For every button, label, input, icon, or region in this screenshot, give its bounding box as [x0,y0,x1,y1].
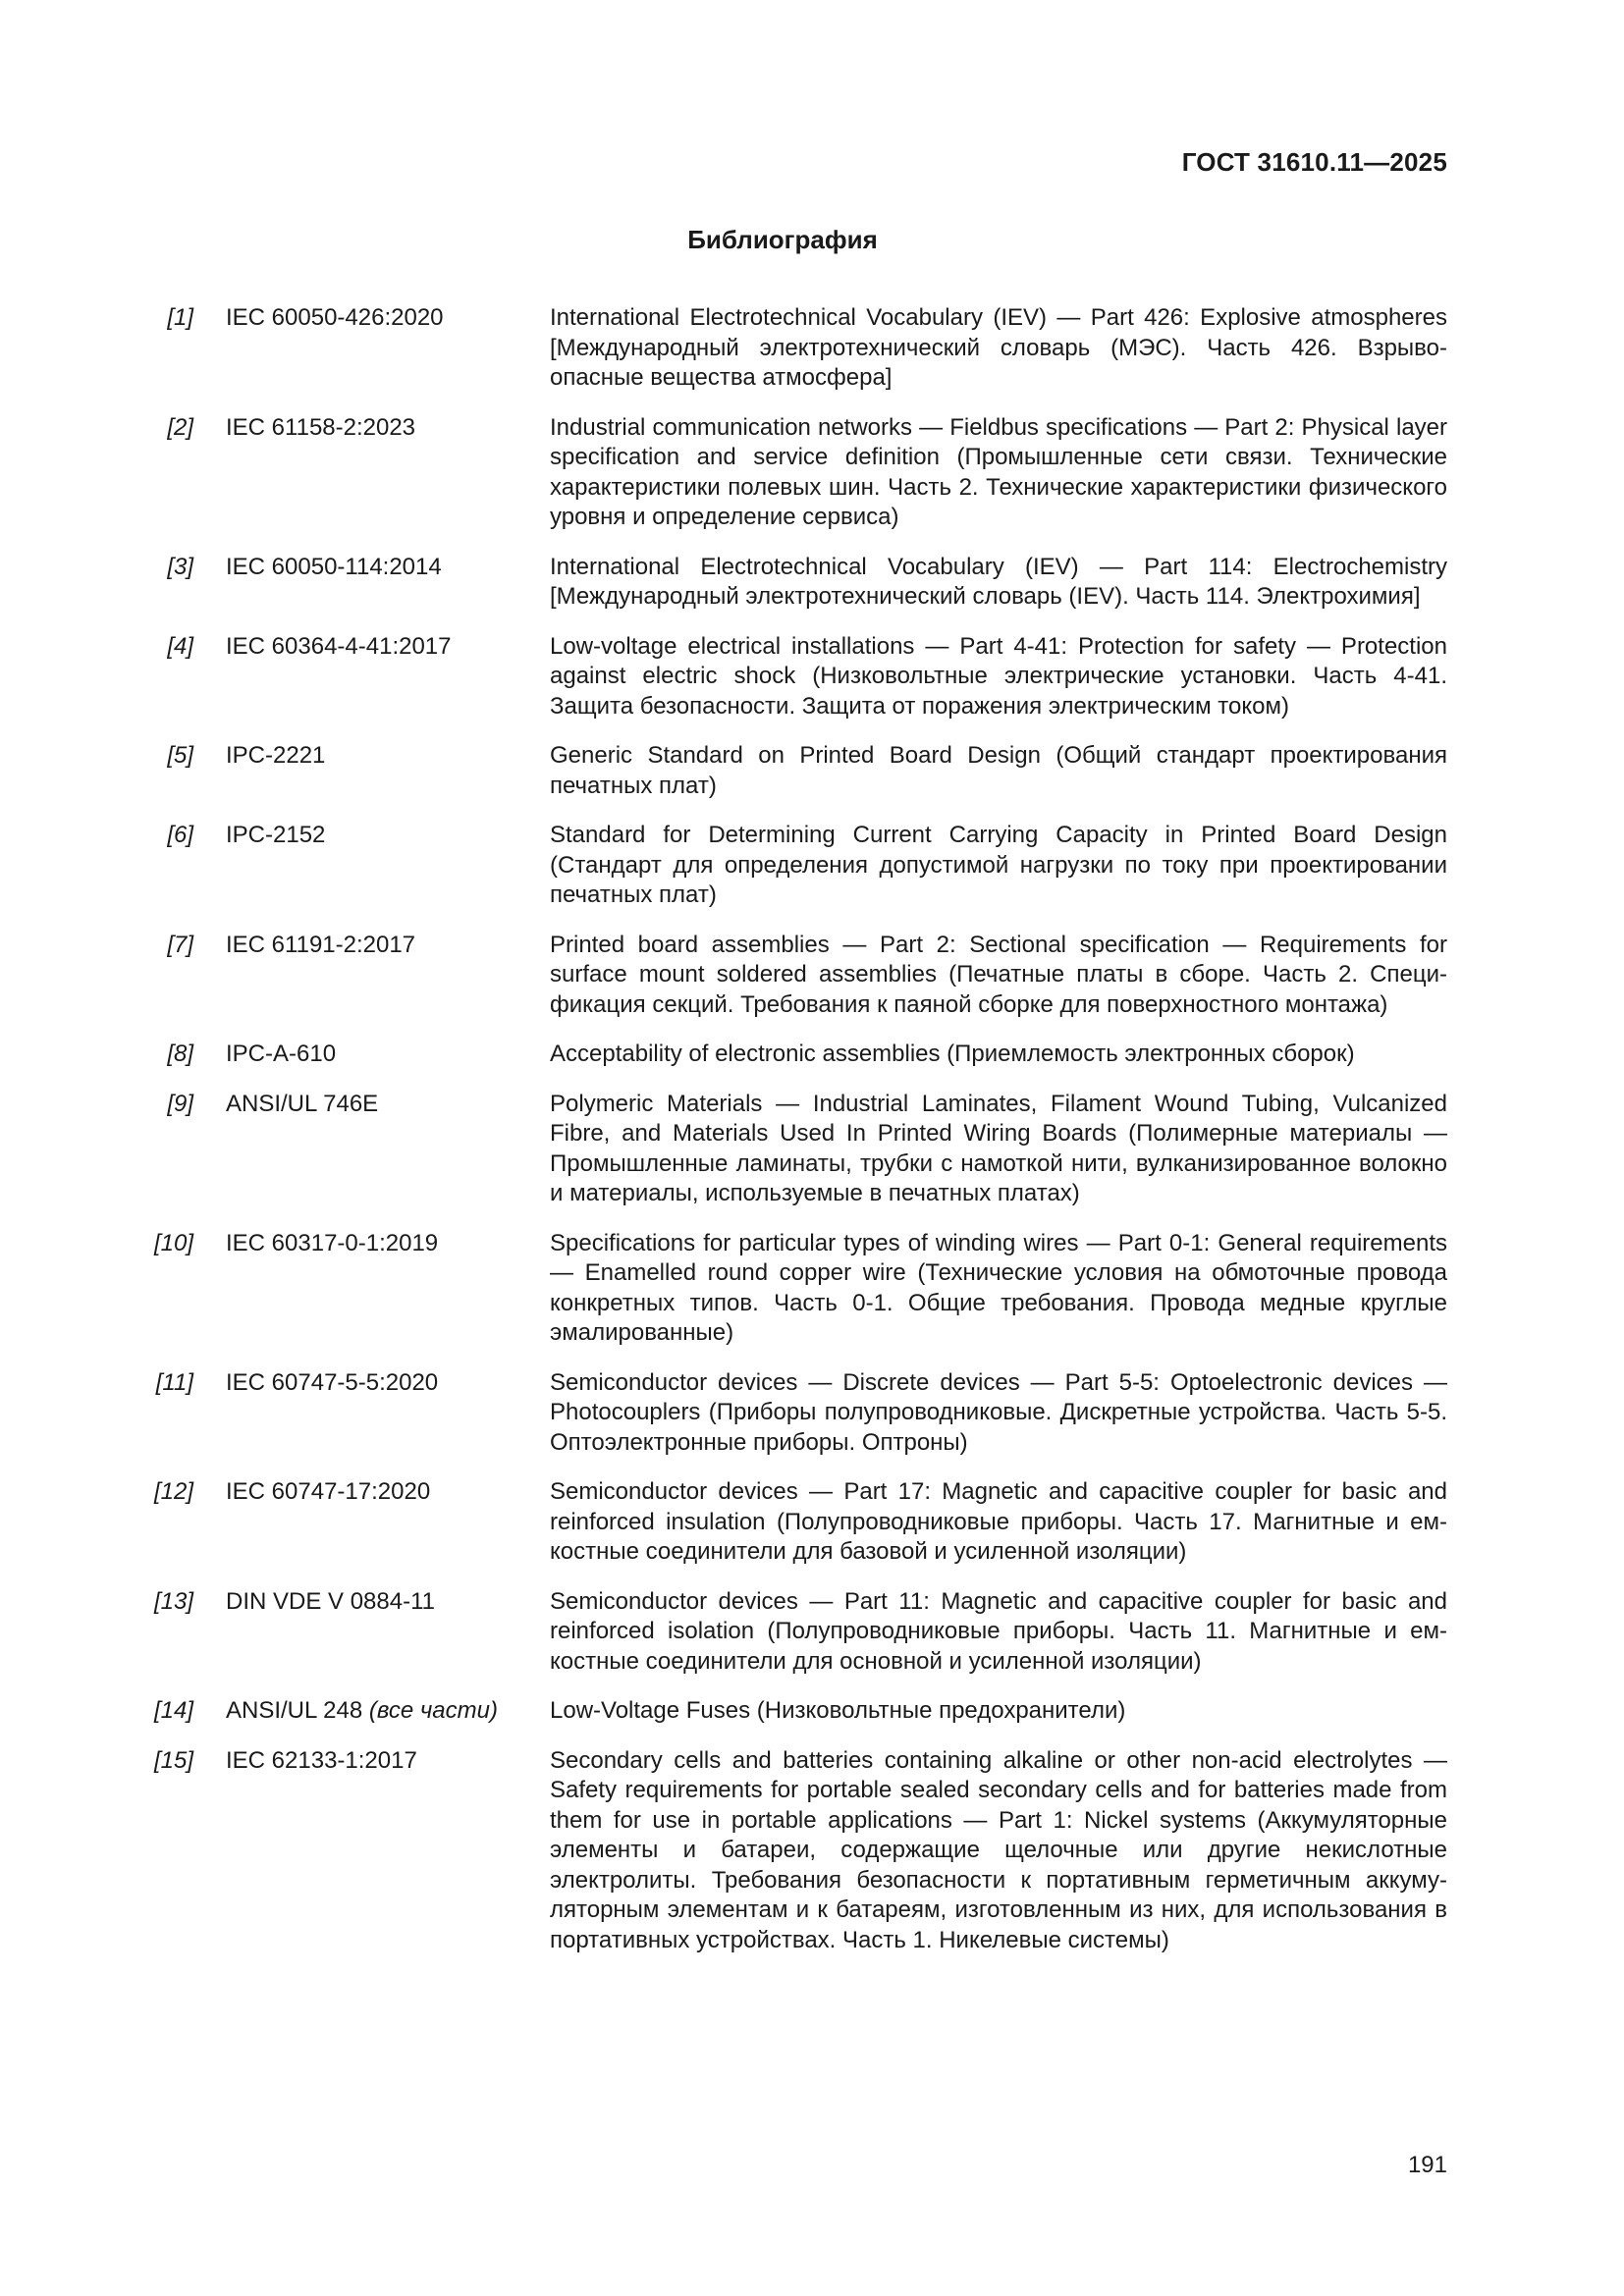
entry-code [226,1587,550,1618]
entry-number: [10] [153,1229,193,1256]
entry-code-text: IEC 61158-2:2023 [226,413,416,441]
entry-title: Printed board assemblies — Part 2: Sectional specification — Requirements for surface mount soldered assemblies (Печатные платы в сборе. Часть 2. Спецификация секций. Требования к паяной сборке для поверхностного монтажа) [550,931,1447,1018]
entry-code-text: IEC 60317-0-1:2019 [226,1229,439,1256]
entry-code-text: IPC-2221 [226,742,326,769]
entry-title: Generic Standard on Printed Board Design (Общий стандарт проектирования печатных плат) [550,742,1447,799]
entry-title: International Electrotechnical Vocabulary (IEV) — Part 114: Electrochemistry [Международный электротехнический словарь (IEV). Часть 114. Электрохимия] [550,553,1447,610]
entry-code [226,303,550,334]
bibliography-entry [147,1040,1447,1070]
entry-number: [13] [153,1587,193,1615]
entry-code [226,1746,550,1777]
entry-code [226,1368,550,1399]
entry-code-text: IEC 60050-426:2020 [226,304,444,331]
bibliography-entry [147,931,1447,1021]
bibliography-entry [147,413,1447,533]
bibliography-entry [147,1587,1447,1678]
entry-code [226,413,550,444]
entry-title: Acceptability of electronic assemblies (Приемлемость электронных сборок) [550,1041,1355,1067]
entry-code [226,1696,550,1727]
entry-number: [14] [153,1697,193,1724]
entry-title: Low-Voltage Fuses (Низковольтные предохранители) [550,1697,1126,1724]
entry-title: Semiconductor devices — Part 11: Magnetic and capacitive coupler for basic and reinforced isolation (Полупроводниковые приборы. Часть 11. Магнитные и емкостные соединители для основной и усиленной изоляции) [550,1587,1447,1675]
entry-code-text: IPC-2152 [226,822,326,848]
bibliography-entry [147,1746,1447,1956]
entry-code [226,1477,550,1508]
bibliography-list [147,303,1447,1975]
bibliography-entry [147,1090,1447,1209]
entry-code-text: IEC 60747-5-5:2020 [226,1368,439,1396]
entry-code-text: IEC 61191-2:2017 [226,931,416,958]
entry-title: Polymeric Materials — Industrial Laminates, Filament Wound Tubing, Vulcanized Fibre, and Materials Used In Printed Wiring Boards (Полимерные материалы — Промышленные ламинаты, трубки с намоткой нити, вулканизированное волокно и материалы, используемые в печатных платах) [550,1090,1447,1206]
bibliography-entry [147,1696,1447,1727]
entry-code [226,741,550,772]
entry-code-text: DIN VDE V 0884-11 [226,1587,435,1615]
page-number: 191 [1407,2152,1447,2178]
entry-number: [7] [167,931,193,958]
entry-code [226,1040,550,1070]
entry-title: Semiconductor devices — Part 17: Magnetic and capacitive coupler for basic and reinforced insulation (Полупроводниковые приборы. Часть 17. Магнитные и емкостные соединители для базовой и усиленной изоляции) [550,1478,1447,1565]
bibliography-entry [147,1477,1447,1568]
entry-code-text: ANSI/UL 746E [226,1090,379,1117]
entry-number: [4] [167,632,193,660]
bibliography-entry [147,1229,1447,1349]
entry-number: [2] [167,413,193,441]
entry-number: [1] [167,304,193,331]
entry-code-text: IEC 60747-17:2020 [226,1478,431,1505]
entry-code [226,931,550,961]
entry-title: Secondary cells and batteries containing alkaline or other non-acid electrolytes — Safety requirements for portable sealed secondary cells and for batteries made from them for use in portable applications — Part 1: Nickel systems (Аккумуляторные элементы и батареи, содержащие щелочные или другие некислотные электролиты. Требования безопасности к портативным герметичным аккумуляторным элементам и к батареям, изготовленным из них, для использования в портативных устройствах. Часть 1. Никелевые системы) [550,1746,1447,1953]
entry-title: Specifications for particular types of winding wires — Part 0-1: General requirements — Enamelled round copper wire (Технические условия на обмоточные провода конкретных типов. Часть 0-1. Общие требования. Провода медные круглые эмалированные) [550,1229,1447,1346]
entry-code-text: IPC-A-610 [226,1041,337,1067]
entry-code [226,1090,550,1120]
entry-title: Low-voltage electrical installations — Part 4-41: Protection for safety — Protection against electric shock (Низковольтные электрические установки. Часть 4-41. Защита безопасности. Защита от поражения электрическим током) [550,632,1447,720]
entry-code-text: ANSI/UL 248 [226,1697,363,1724]
entry-number: [12] [153,1478,193,1505]
entry-code [226,632,550,663]
entry-title: Industrial communication networks — Fieldbus specifications — Part 2: Physical layer specification and service definition (Промышленные сети связи. Технические характеристики полевых шин. Часть 2. Технические характеристики физического уровня и определение сервиса) [550,413,1447,530]
entry-code-note: (все части) [368,1697,498,1724]
document-header: ГОСТ 31610.11—2025 [1181,147,1447,177]
entry-code [226,1229,550,1259]
entry-code [226,821,550,851]
entry-number: [15] [153,1746,193,1774]
bibliography-entry [147,632,1447,722]
entry-code [226,553,550,583]
bibliography-entry [147,821,1447,911]
entry-number: [3] [167,553,193,580]
entry-number: [11] [155,1368,193,1396]
entry-number: [8] [167,1041,193,1067]
entry-title: International Electrotechnical Vocabulary (IEV) — Part 426: Explosive atmospheres [Международный электротехнический словарь (МЭС). Часть 426. Взрывоопасные вещества атмосфера] [550,304,1447,391]
entry-code-text: IEC 62133-1:2017 [226,1746,417,1774]
entry-number: [6] [167,822,193,848]
section-title: Библиография [687,225,878,254]
bibliography-entry [147,553,1447,613]
entry-number: [9] [167,1090,193,1117]
bibliography-entry [147,303,1447,394]
entry-title: Semiconductor devices — Discrete devices — Part 5-5: Optoelectronic devices — Photocouplers (Приборы полупроводниковые. Дискретные устройства. Часть 5-5. Оптоэлектронные приборы. Оптроны) [550,1368,1447,1456]
entry-number: [5] [167,742,193,769]
entry-code-text: IEC 60050-114:2014 [226,553,442,580]
bibliography-entry [147,1368,1447,1459]
entry-title: Standard for Determining Current Carrying Capacity in Printed Board Design (Стандарт для определения допустимой нагрузки по току при проектировании печатных плат) [550,822,1447,908]
bibliography-entry [147,741,1447,801]
entry-code-text: IEC 60364-4-41:2017 [226,632,452,660]
